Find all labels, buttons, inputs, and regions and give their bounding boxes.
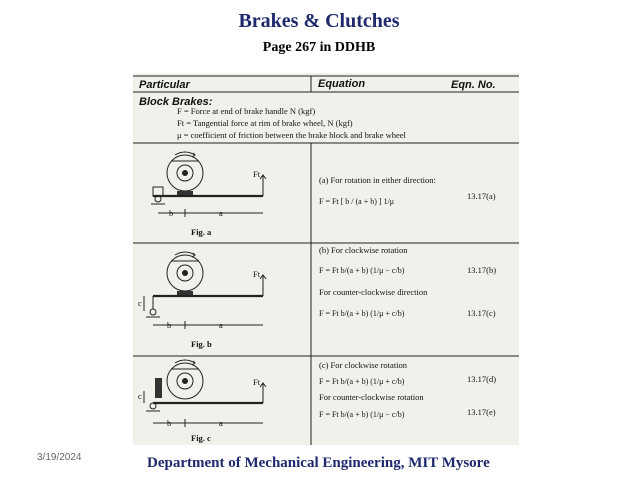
figure-a-diagram — [151, 152, 266, 237]
eq-b-equation: F = Ft b/(a + b) (1/μ − c/b) — [319, 266, 405, 275]
header-equation: Equation — [318, 78, 366, 90]
definition-3: μ = coefficient of friction between the brake block and brake wheel — [177, 130, 406, 140]
fig-b-dim-a: a — [219, 320, 223, 330]
fig-b-label: Fig. b — [191, 339, 212, 349]
eq-c-description: For counter-clockwise direction — [319, 287, 428, 297]
figure-b-diagram — [138, 252, 266, 349]
eq-d-equation: F = Ft b/(a + b) (1/μ + c/b) — [319, 377, 405, 386]
eq-e-description: For counter-clockwise rotation — [319, 392, 424, 402]
fig-c-dim-b: b — [167, 418, 172, 428]
figure-c-diagram — [138, 360, 266, 443]
fig-b-dim-b: b — [167, 320, 172, 330]
fig-a-dim-b: b — [169, 208, 174, 218]
eq-e-number: 13.17(e) — [467, 407, 496, 417]
eq-b-number: 13.17(b) — [467, 265, 497, 275]
section-title: Block Brakes: — [139, 96, 213, 108]
handbook-table-image — [133, 73, 519, 445]
fig-a-force-label: Ft — [253, 169, 261, 179]
fig-a-dim-a: a — [219, 208, 223, 218]
fig-c-dim-a: a — [219, 418, 223, 428]
definition-2: Ft = Tangential force at rim of brake wheel, N (kgf) — [177, 118, 353, 128]
eq-e-equation: F = Ft b/(a + b) (1/μ − c/b) — [319, 410, 405, 419]
slide-date: 3/19/2024 — [37, 452, 82, 463]
fig-c-force-label: Ft — [253, 377, 261, 387]
eq-a-number: 13.17(a) — [467, 191, 496, 201]
fig-a-label: Fig. a — [191, 227, 212, 237]
slide-title: Brakes & Clutches — [238, 10, 400, 32]
eq-a-description: (a) For rotation in either direction: — [319, 175, 436, 185]
eq-d-description: (c) For clockwise rotation — [319, 360, 408, 370]
fig-b-force-label: Ft — [253, 269, 261, 279]
fig-c-label: Fig. c — [191, 433, 211, 443]
fig-c-dim-c: c — [138, 391, 142, 401]
eq-b-description: (b) For clockwise rotation — [319, 245, 408, 255]
eq-a-equation: F = Ft [ b / (a + b) ] 1/μ — [319, 197, 395, 206]
header-eqn-no: Eqn. No. — [451, 79, 496, 91]
eq-c-equation: F = Ft b/(a + b) (1/μ + c/b) — [319, 309, 405, 318]
slide-footer: Department of Mechanical Engineering, MIT Mysore — [147, 455, 490, 471]
definition-1: F = Force at end of brake handle N (kgf) — [177, 106, 316, 116]
header-particular: Particular — [139, 79, 190, 91]
eq-d-number: 13.17(d) — [467, 374, 497, 384]
slide-subtitle: Page 267 in DDHB — [262, 40, 376, 55]
fig-b-dim-c: c — [138, 298, 142, 308]
eq-c-number: 13.17(c) — [467, 308, 496, 318]
